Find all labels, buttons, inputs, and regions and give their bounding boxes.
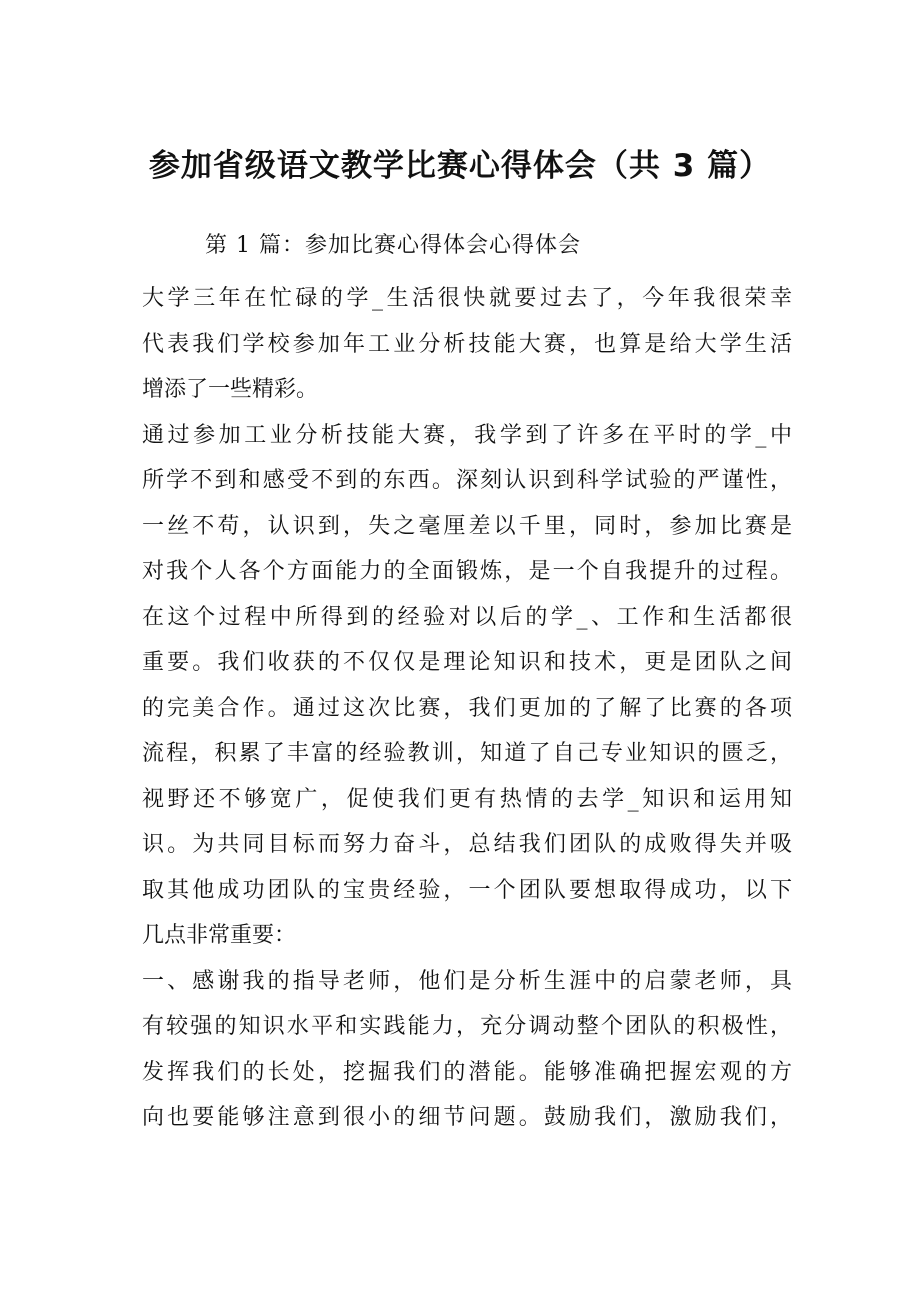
document-title: 参加省级语文教学比赛心得体会（共 3 篇） [148,148,772,184]
body-text [142,276,792,1141]
body-line: 通过参加工业分析技能大赛，我学到了许多在平时的学_中 [142,422,792,448]
body-line: 在这个过程中所得到的经验对以后的学_、工作和生活都很 [142,604,792,630]
body-line: 几点非常重要： [142,923,297,948]
body-line: 对我个人各个方面能力的全面锻炼，是一个自我提升的过程。 [142,559,792,584]
body-line: 向也要能够注意到很小的细节问题。鼓励我们，激励我们， [142,1105,792,1130]
body-line: 增添了一些精彩。 [142,377,319,402]
body-line: 代表我们学校参加年工业分析技能大赛，也算是给大学生活 [142,331,792,357]
body-line: 一丝不苟，认识到，失之毫厘差以千里，同时，参加比赛是 [142,513,792,539]
body-line: 视野还不够宽广，促使我们更有热情的去学_知识和运用知 [142,786,792,812]
body-line: 大学三年在忙碌的学_生活很快就要过去了，今年我很荣幸 [142,286,792,311]
body-line: 有较强的知识水平和实践能力，充分调动整个团队的积极性， [142,1014,792,1039]
body-line: 发挥我们的长处，挖掘我们的潜能。能够准确把握宏观的方 [142,1059,792,1085]
body-line: 的完美合作。通过这次比赛，我们更加的了解了比赛的各项 [142,695,792,721]
body-line: 一、感谢我的指导老师，他们是分析生涯中的启蒙老师，具 [142,968,792,994]
body-line: 取其他成功团队的宝贵经验，一个团队要想取得成功，以下 [142,877,792,903]
body-line: 重要。我们收获的不仅仅是理论知识和技术，更是团队之间 [142,650,792,675]
body-line: 识。为共同目标而努力奋斗，总结我们团队的成败得失并吸 [142,832,792,857]
body-line: 流程，积累了丰富的经验教训，知道了自己专业知识的匮乏， [142,741,792,766]
body-line: 所学不到和感受不到的东西。深刻认识到科学试验的严谨性， [142,468,792,493]
section-heading: 第 1 篇：参加比赛心得体会心得体会 [205,233,581,258]
